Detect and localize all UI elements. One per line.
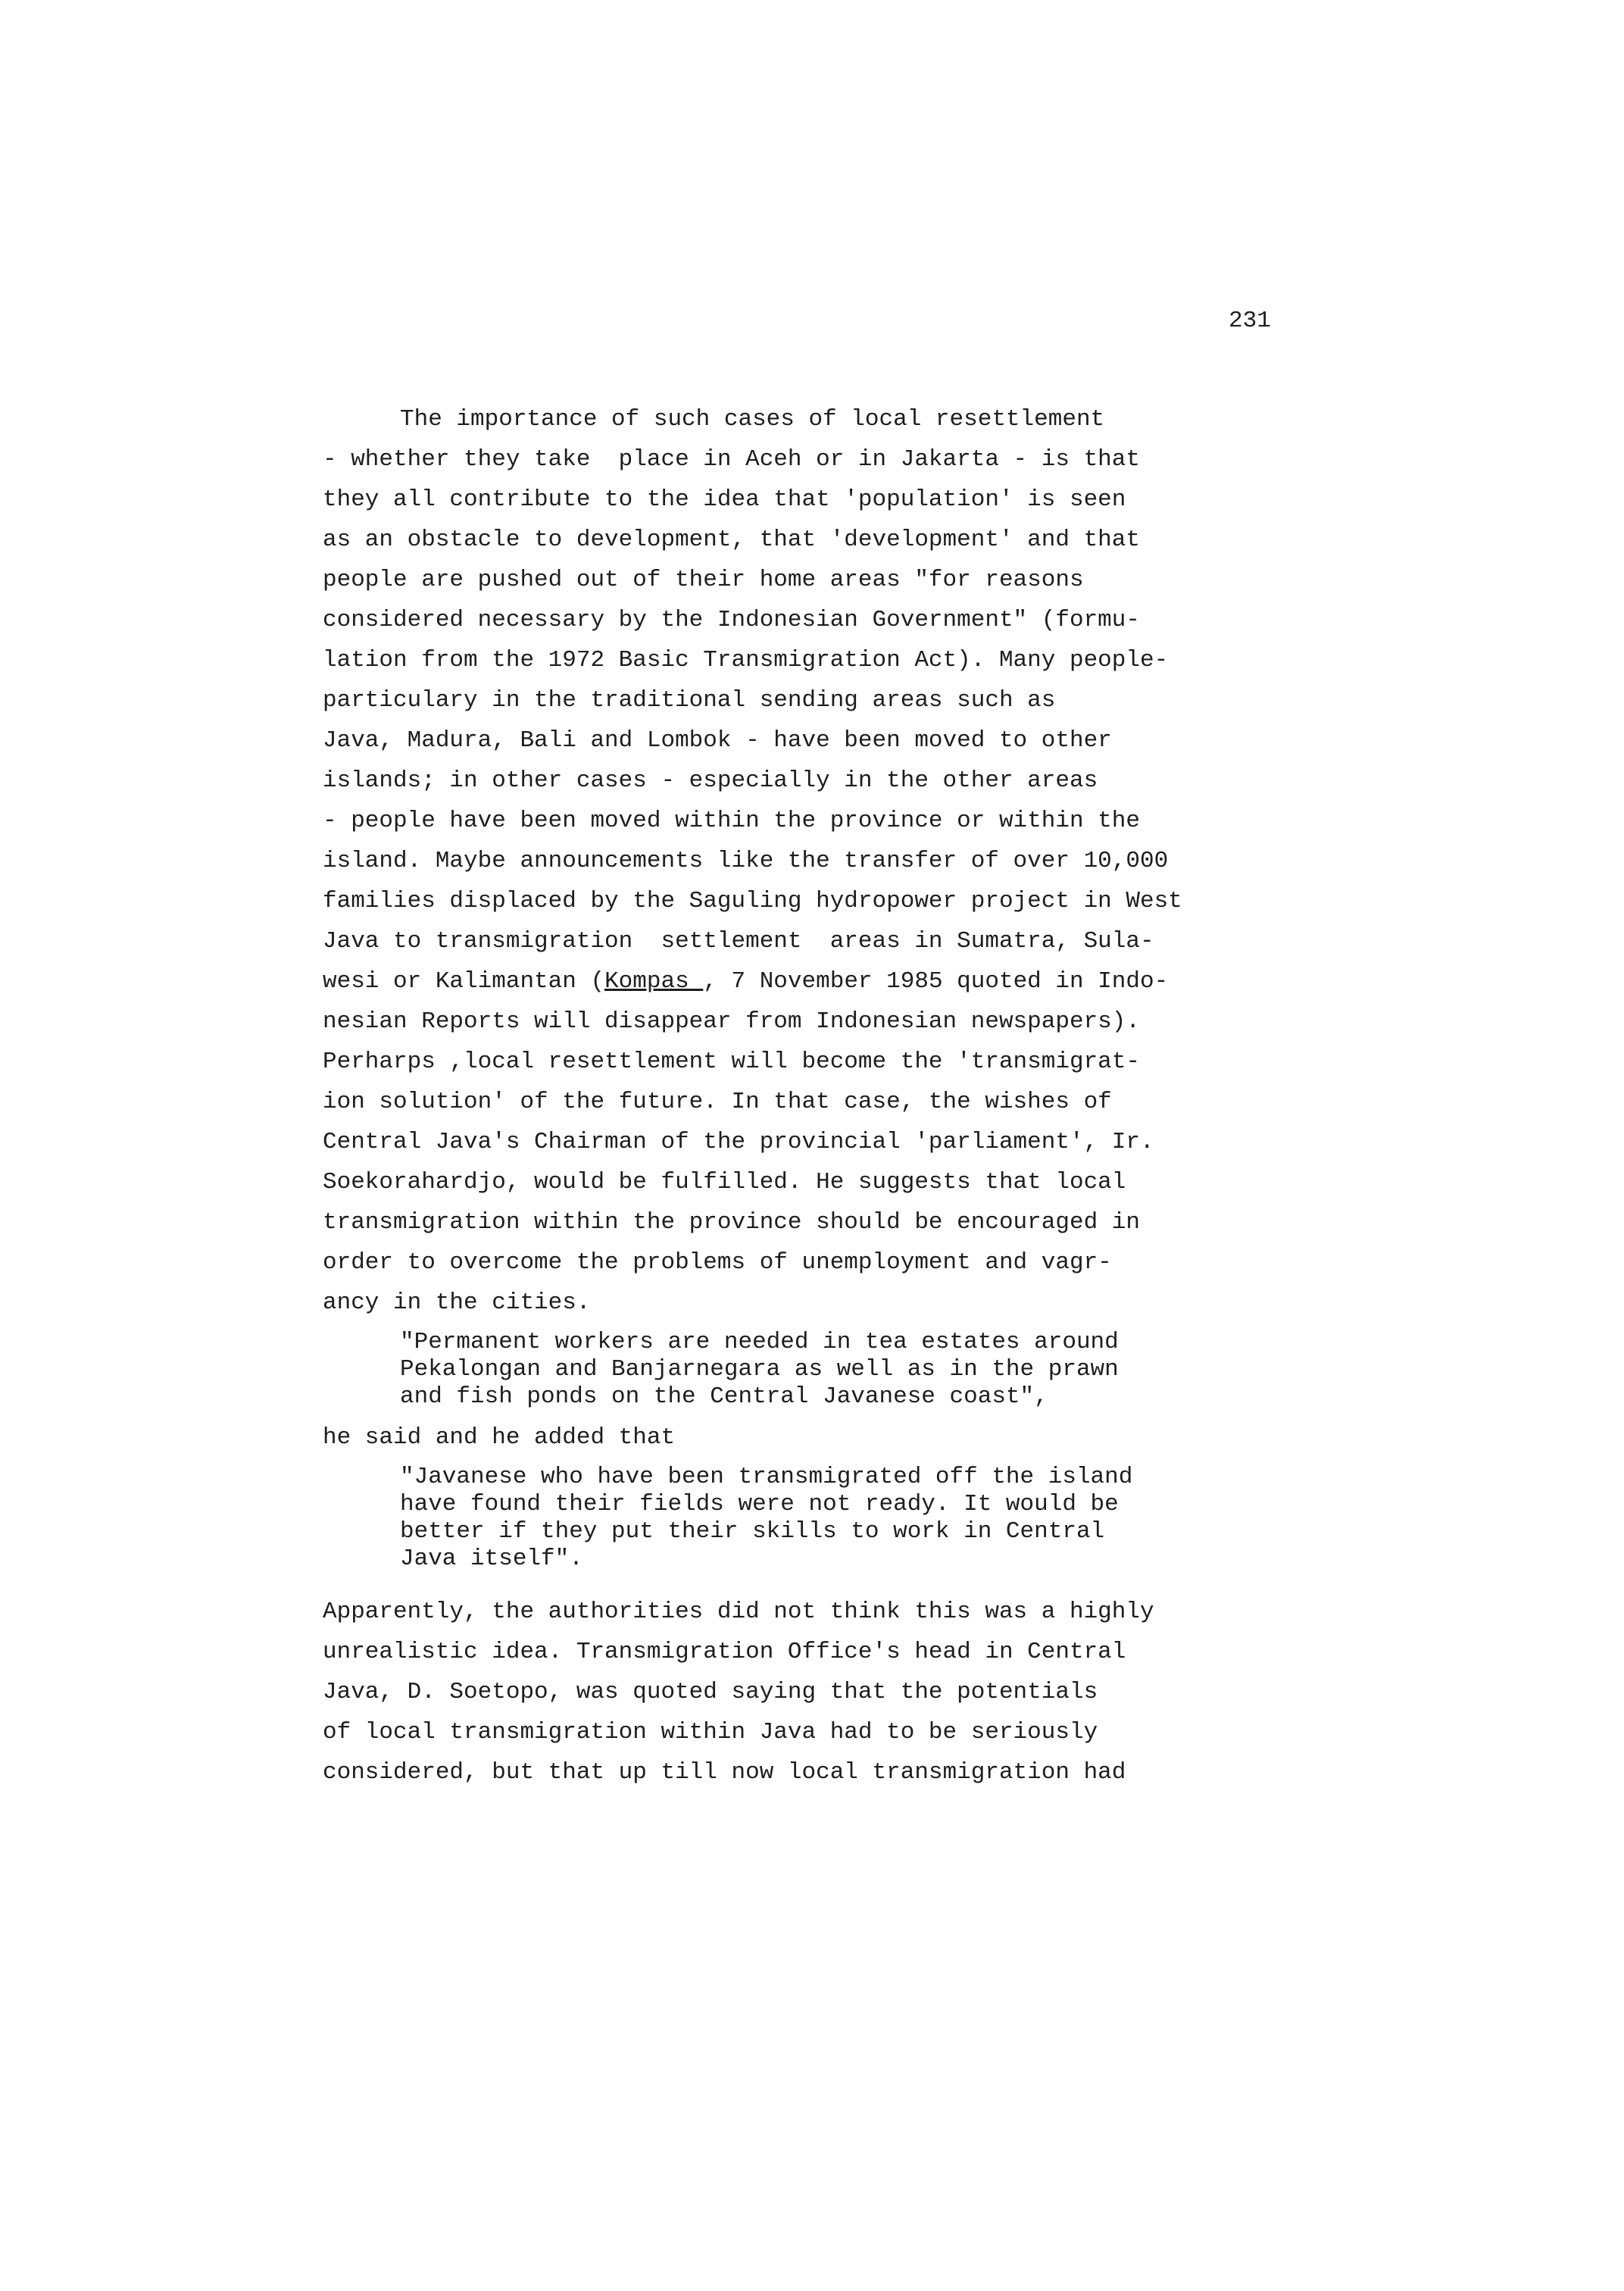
text-line: Apparently, the authorities did not think this was a highly <box>323 1599 1154 1625</box>
quote-line: "Permanent workers are needed in tea estates around <box>400 1329 1119 1355</box>
text-line: Central Java's Chairman of the provincial 'parliament', Ir. <box>323 1129 1154 1155</box>
text-line: Soekorahardjo, would be fulfilled. He suggests that local <box>323 1169 1126 1196</box>
text-line: families displaced by the Saguling hydropower project in West <box>323 888 1182 914</box>
text-line: island. Maybe announcements like the transfer of over 10,000 <box>323 848 1169 874</box>
source-citation: Kompas <box>604 968 704 995</box>
text-line: they all contribute to the idea that 'population' is seen <box>323 486 1126 513</box>
text-line: ion solution' of the future. In that case, the wishes of <box>323 1089 1112 1115</box>
text-fragment: wesi or Kalimantan ( <box>323 968 605 995</box>
text-line-kompas <box>323 967 1182 1007</box>
quote-line: have found their fields were not ready. It would be <box>400 1491 1119 1517</box>
text-line: of local transmigration within Java had to be seriously <box>323 1719 1098 1746</box>
text-line: as an obstacle to development, that 'development' and that <box>323 527 1140 553</box>
text-line: The importance of such cases of local resettlement <box>400 406 1105 433</box>
page-number: 231 <box>1229 308 1271 334</box>
text-line: nesian Reports will disappear from Indonesian newspapers). <box>323 1008 1140 1035</box>
paragraph-main <box>323 405 1182 1328</box>
text-line: transmigration within the province should be encouraged in <box>323 1209 1140 1236</box>
quote-line: better if they put their skills to work in Central <box>400 1518 1105 1545</box>
text-line: unrealistic idea. Transmigration Office's head in Central <box>323 1639 1126 1665</box>
text-line: particulary in the traditional sending areas such as <box>323 687 1056 714</box>
quote-line: Java itself". <box>400 1546 583 1572</box>
text-line: Perharps ,local resettlement will become the 'transmigrat- <box>323 1049 1140 1075</box>
text-line: order to overcome the problems of unemployment and vagr- <box>323 1249 1112 1276</box>
text-line: people are pushed out of their home areas "for reasons <box>323 567 1084 593</box>
text-line: islands; in other cases - especially in the other areas <box>323 767 1098 794</box>
text-line: considered necessary by the Indonesian Government" (formu- <box>323 607 1140 633</box>
text-line: Java to transmigration settlement areas in Sumatra, Sula- <box>323 928 1154 955</box>
text-line: considered, but that up till now local transmigration had <box>323 1759 1126 1786</box>
text-line: - people have been moved within the province or within the <box>323 808 1140 834</box>
text-line: Java, Madura, Bali and Lombok - have been moved to other <box>323 727 1112 754</box>
text-line: lation from the 1972 Basic Transmigration Act). Many people- <box>323 647 1169 674</box>
quote-line: Pekalongan and Banjarnegara as well as in the prawn <box>400 1356 1119 1383</box>
attribution-line: he said and he added that <box>323 1424 676 1451</box>
text-line: - whether they take place in Aceh or in Jakarta - is that <box>323 446 1140 473</box>
text-line: ancy in the cities. <box>323 1289 591 1316</box>
paragraph-closing <box>323 1597 1154 1798</box>
quote-line: "Javanese who have been transmigrated off the island <box>400 1464 1133 1490</box>
quote-line: and fish ponds on the Central Javanese coast", <box>400 1383 1048 1410</box>
block-quote-2 <box>400 1464 1132 1573</box>
block-quote-1 <box>400 1329 1119 1411</box>
text-fragment: , 7 November 1985 quoted in Indo- <box>703 968 1169 995</box>
text-line: Java, D. Soetopo, was quoted saying that the potentials <box>323 1679 1098 1705</box>
